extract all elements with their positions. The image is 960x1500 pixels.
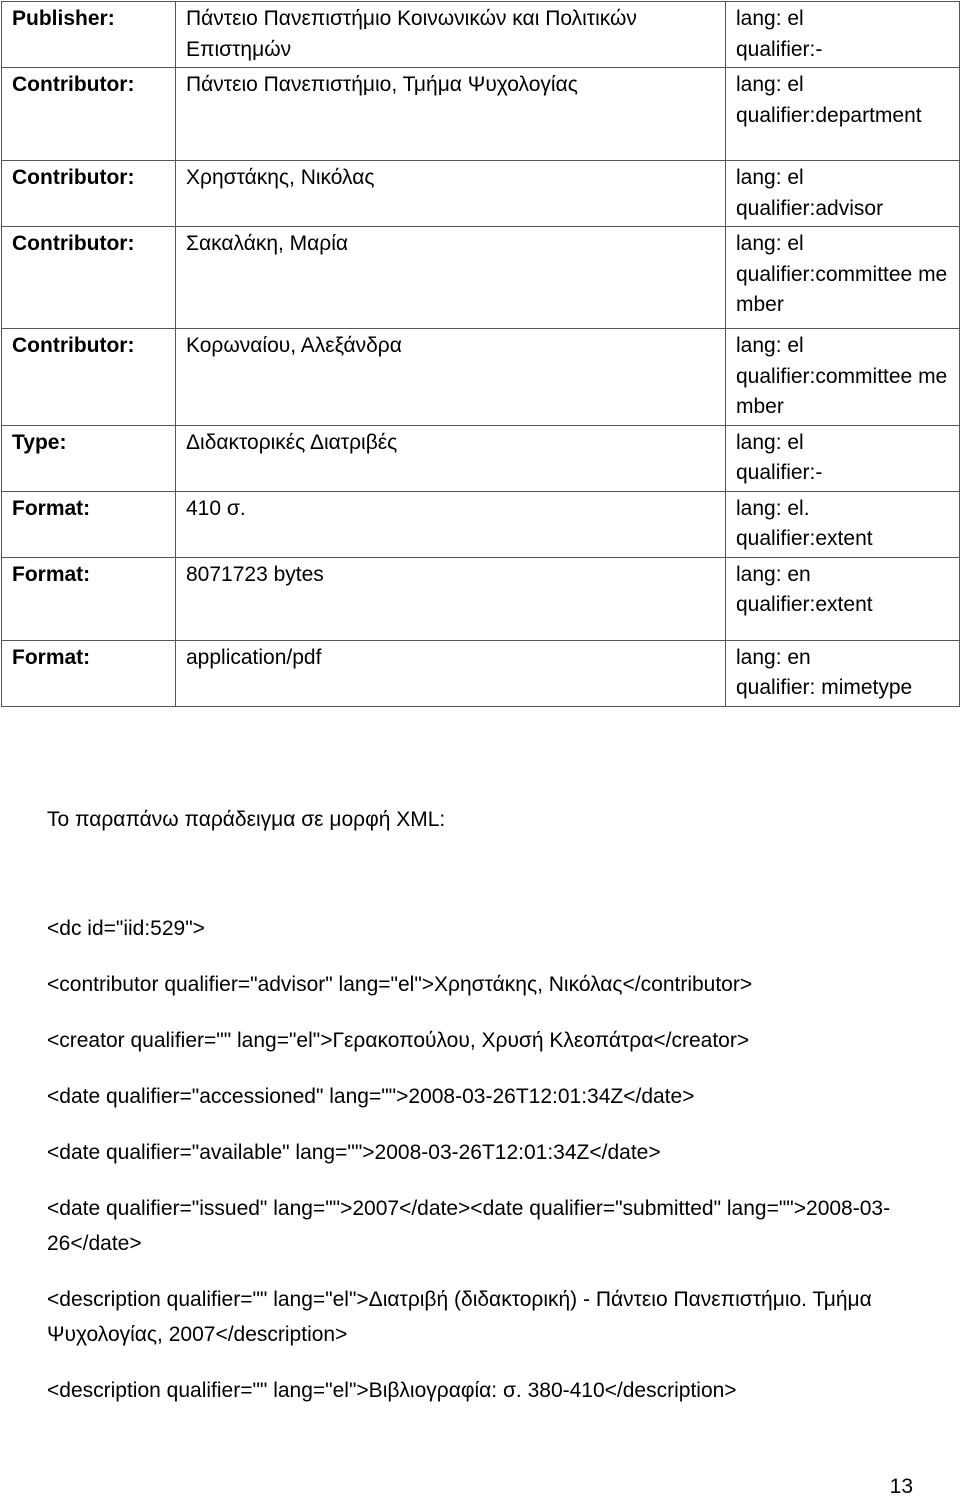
lang-text: lang: el (736, 166, 804, 189)
metadata-row-format (2, 491, 960, 557)
page-number: 13 (889, 1475, 913, 1498)
field-value: Πάντειο Πανεπιστήμιο, Τμήμα Ψυχολογίας (176, 68, 726, 161)
field-label: Contributor: (2, 161, 176, 227)
field-qualifier (726, 2, 960, 68)
metadata-row-contributor (2, 329, 960, 426)
field-qualifier (726, 227, 960, 329)
lang-text: lang: en (736, 645, 811, 669)
qualifier-text: qualifier:- (736, 37, 823, 61)
lang-text: lang: el (736, 334, 804, 357)
qualifier-text: qualifier: mimetype (736, 676, 913, 699)
field-label: Format: (2, 640, 176, 706)
qualifier-text: qualifier:committee member (736, 262, 948, 316)
qualifier-text: qualifier:extent (736, 527, 873, 550)
field-value: 8071723 bytes (176, 557, 726, 640)
field-label: Contributor: (2, 227, 176, 329)
xml-line-description-thesis: <description qualifier="" lang="el">Διατριβή (διδακτορική) - Πάντειο Πανεπιστήμιο. Τμήμα Ψυχολογίας, 2007</description> (47, 1288, 878, 1346)
field-label: Contributor: (2, 68, 176, 161)
xml-intro-text: Το παραπάνω παράδειγμα σε μορφή XML: (47, 808, 446, 831)
field-qualifier (726, 425, 960, 491)
field-value: Χρηστάκης, Νικόλας (176, 161, 726, 227)
field-value: 410 σ. (176, 491, 726, 557)
field-value: Πάντειο Πανεπιστήμιο Κοινωνικών και Πολιτικών Επιστημών (176, 2, 726, 68)
xml-line-creator: <creator qualifier="" lang="el">Γερακοπούλου, Χρυσή Κλεοπάτρα</creator> (47, 1029, 750, 1052)
qualifier-text: qualifier:department (736, 103, 922, 127)
xml-line-description-bibliography: <description qualifier="" lang="el">Βιβλιογραφία: σ. 380-410</description> (47, 1379, 737, 1402)
lang-text: lang: el (736, 232, 804, 255)
lang-text: lang: el (736, 7, 804, 30)
field-qualifier (726, 491, 960, 557)
field-label: Contributor: (2, 329, 176, 426)
lang-text: lang: el (736, 430, 804, 454)
lang-text: lang: el. (736, 496, 810, 520)
field-label: Format: (2, 557, 176, 640)
field-qualifier (726, 68, 960, 161)
field-qualifier (726, 329, 960, 426)
qualifier-text: qualifier:advisor (736, 196, 884, 220)
xml-example (47, 802, 927, 1429)
field-label: Type: (2, 425, 176, 491)
xml-line-dc: <dc id="iid:529"> (47, 917, 205, 940)
metadata-row-format (2, 557, 960, 640)
xml-line-date-available: <date qualifier="available" lang="">2008-03-26T12:01:34Z</date> (47, 1141, 661, 1164)
field-label: Format: (2, 491, 176, 557)
qualifier-text: qualifier:- (736, 461, 823, 484)
metadata-row-contributor (2, 68, 960, 161)
metadata-row-contributor (2, 227, 960, 329)
field-value: Διδακτορικές Διατριβές (176, 425, 726, 491)
xml-line-date-accessioned: <date qualifier="accessioned" lang="">2008-03-26T12:01:34Z</date> (47, 1085, 695, 1108)
field-qualifier (726, 161, 960, 227)
field-value: application/pdf (176, 640, 726, 706)
qualifier-text: qualifier:committee member (736, 364, 948, 418)
lang-text: lang: el (736, 73, 804, 96)
metadata-table (1, 1, 960, 707)
field-label: Publisher: (2, 2, 176, 68)
metadata-row-contributor (2, 161, 960, 227)
qualifier-text: qualifier:extent (736, 593, 873, 616)
metadata-row-publisher (2, 2, 960, 68)
field-qualifier (726, 557, 960, 640)
lang-text: lang: en (736, 562, 811, 586)
metadata-row-format (2, 640, 960, 706)
field-qualifier (726, 640, 960, 706)
xml-line-date-issued-submitted: <date qualifier="issued" lang="">2007</date><date qualifier="submitted" lang="">2008-03-26</date> (47, 1197, 891, 1255)
metadata-row-type (2, 425, 960, 491)
field-value: Σακαλάκη, Μαρία (176, 227, 726, 329)
field-value: Κορωναίου, Αλεξάνδρα (176, 329, 726, 426)
xml-line-contributor: <contributor qualifier="advisor" lang="el">Χρηστάκης, Νικόλας</contributor> (47, 973, 753, 996)
